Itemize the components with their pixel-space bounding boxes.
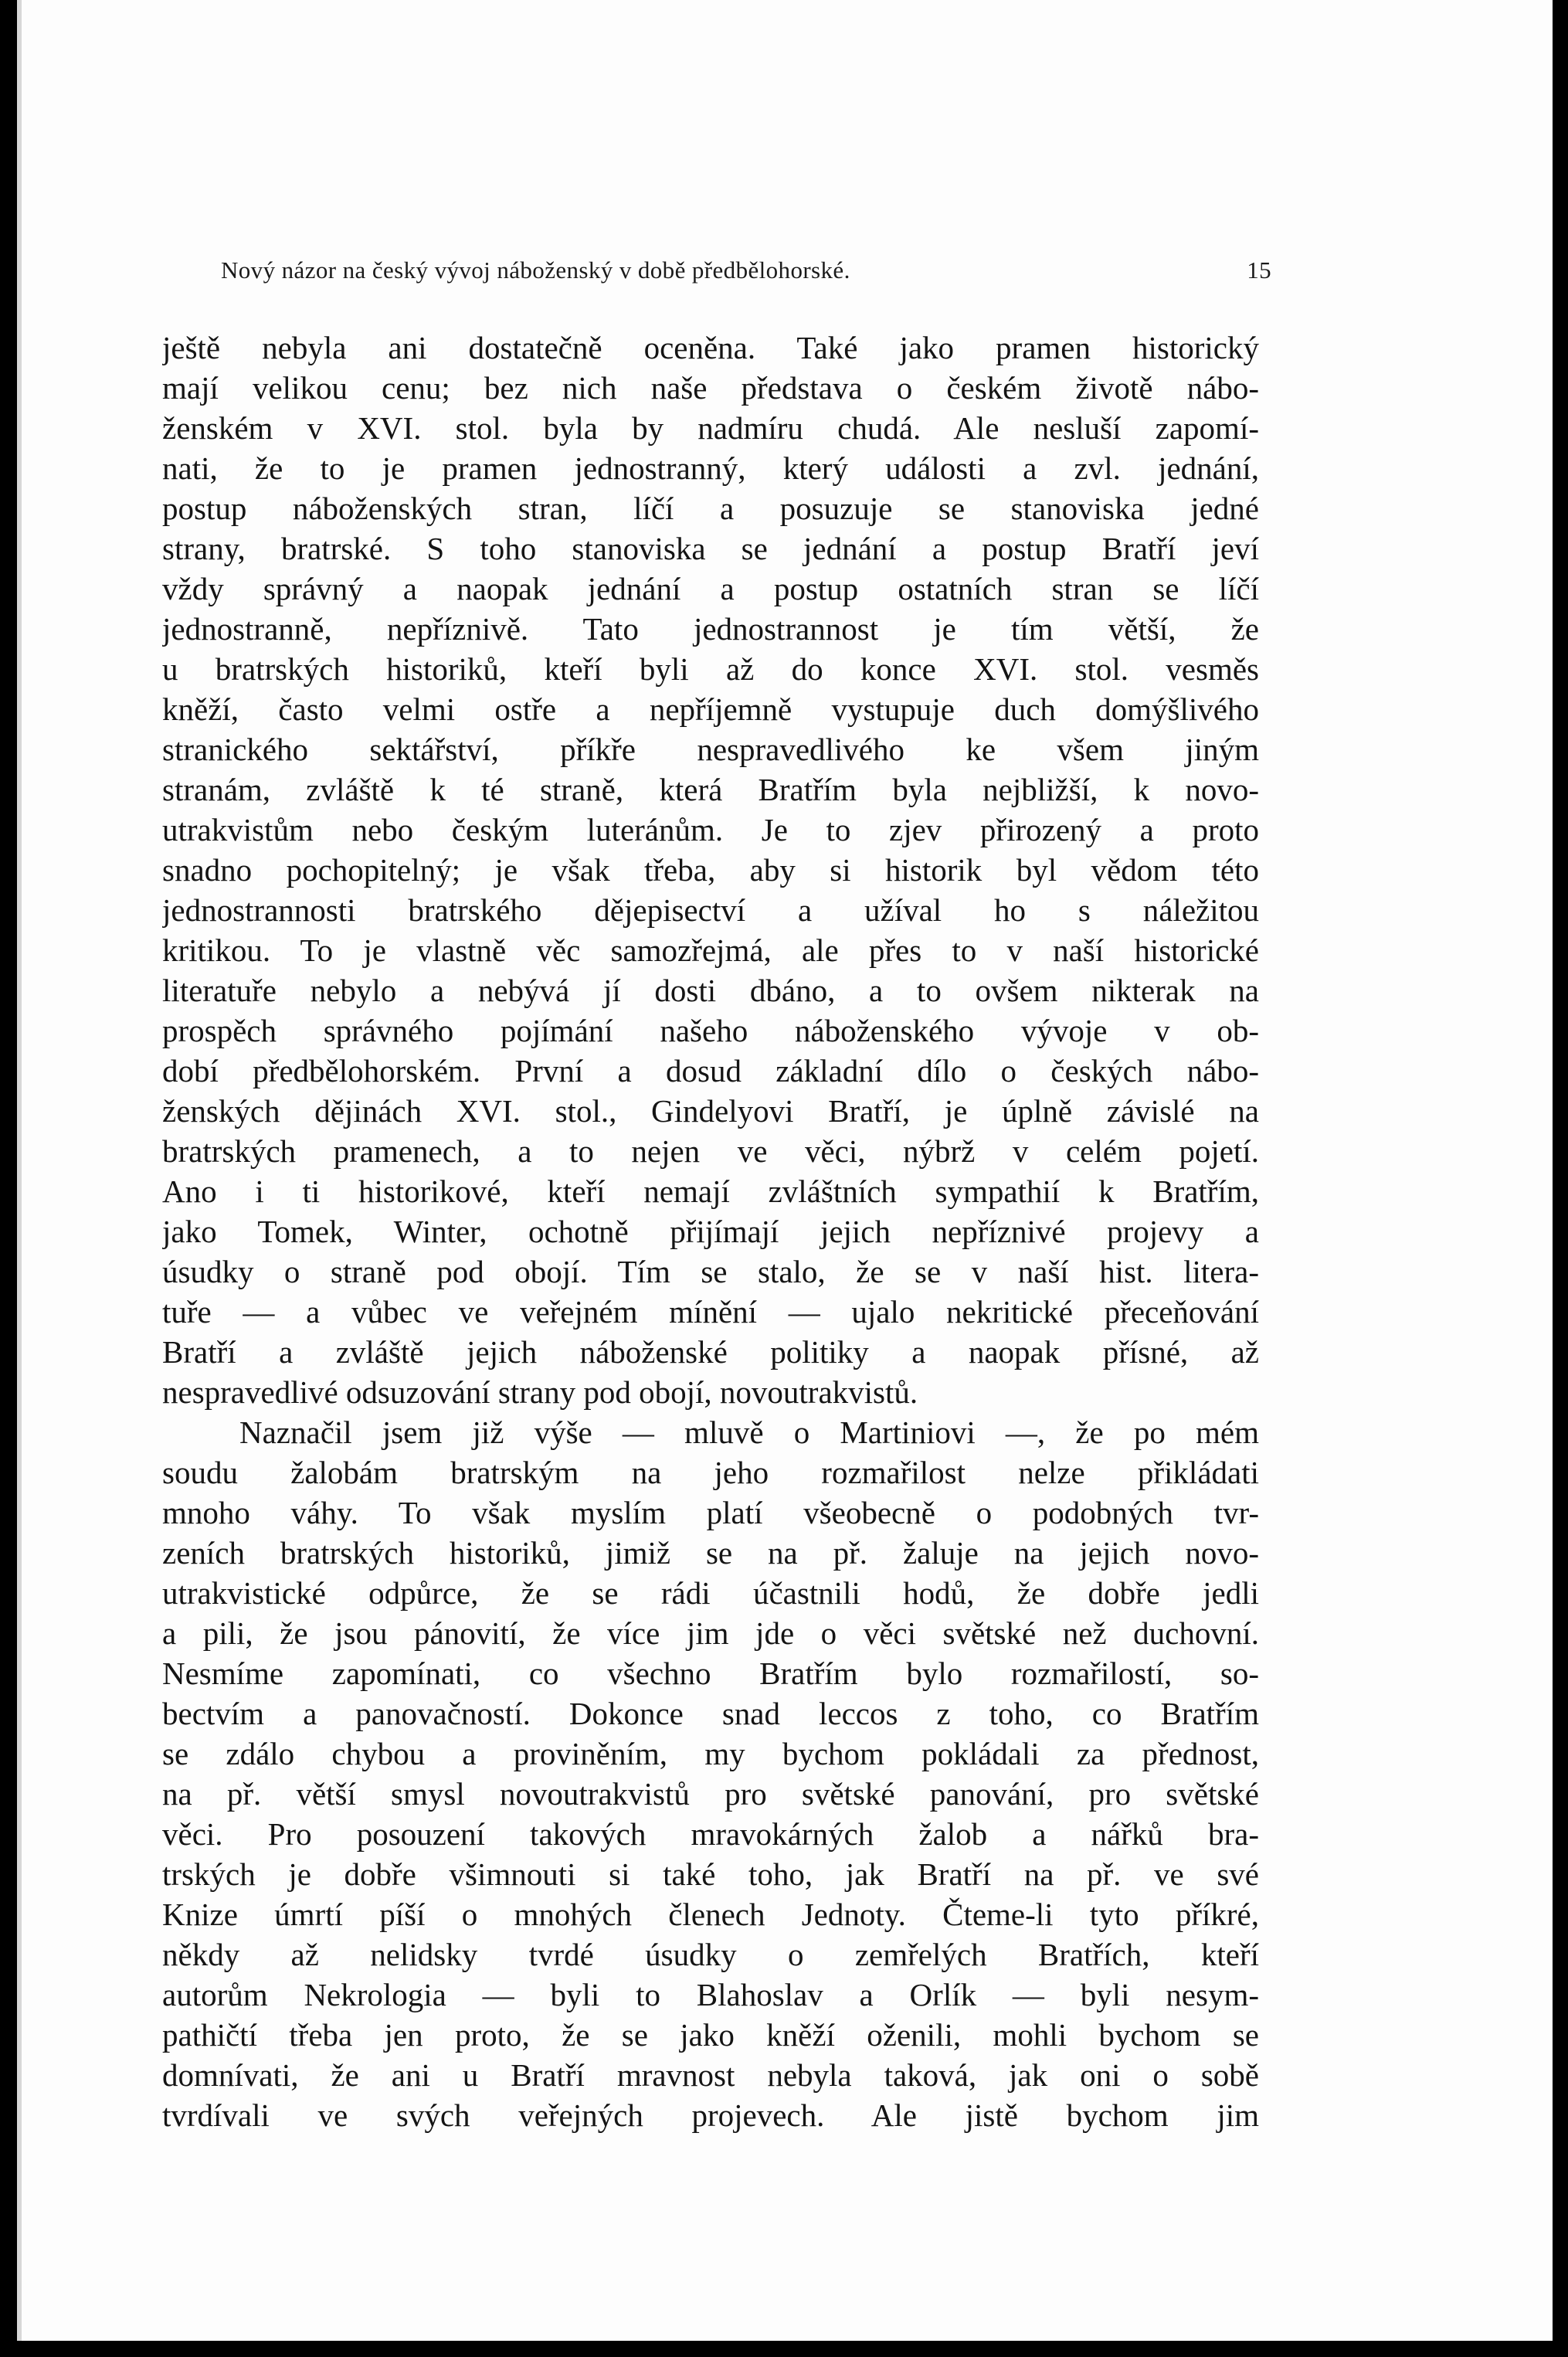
text-line: stranického sektářství, příkře nespravedlivého ke všem jiným bbox=[162, 732, 1259, 767]
text-line: bectvím a panovačností. Dokonce snad leccos z toho, co Bratřím bbox=[162, 1696, 1259, 1731]
text-line: Ano i ti historikové, kteří nemají zvláštních sympathií k Bratřím, bbox=[162, 1173, 1259, 1209]
text-line: kritikou. To je vlastně věc samozřejmá, ale přes to v naší historické bbox=[162, 932, 1259, 968]
text-line: postup náboženských stran, líčí a posuzuje se stanoviska jedné bbox=[162, 491, 1259, 526]
text-line: úsudky o straně pod obojí. Tím se stalo, že se v naší hist. litera- bbox=[162, 1254, 1259, 1289]
text-line: nespravedlivé odsuzování strany pod obojí, novoutrakvistů. bbox=[162, 1374, 918, 1410]
text-line: tuře — a vůbec ve veřejném mínění — ujalo nekritické přeceňování bbox=[162, 1294, 1259, 1330]
text-line: bratrských pramenech, a to nejen ve věci, nýbrž v celém pojetí. bbox=[162, 1133, 1259, 1169]
text-line: utrakvistické odpůrce, že se rádi účastnili hodů, že dobře jedli bbox=[162, 1575, 1259, 1611]
text-line: a pili, že jsou pánovití, že více jim jde o věci světské než duchovní. bbox=[162, 1615, 1259, 1651]
text-line: Knize úmrtí píší o mnohých členech Jednoty. Čteme-li tyto příkré, bbox=[162, 1897, 1259, 1932]
text-line: autorům Nekrologia — byli to Blahoslav a Orlík — byli nesym- bbox=[162, 1977, 1259, 2012]
text-line: trských je dobře všimnouti si také toho, jak Bratří na př. ve své bbox=[162, 1856, 1259, 1892]
text-line: na př. větší smysl novoutrakvistů pro světské panování, pro světské bbox=[162, 1776, 1259, 1812]
text-line: zeních bratrských historiků, jimiž se na př. žaluje na jejich novo- bbox=[162, 1535, 1259, 1571]
text-line: prospěch správného pojímání našeho náboženského vývoje v ob- bbox=[162, 1013, 1259, 1048]
text-line: mnoho váhy. To však myslím platí všeobecně o podobných tvr- bbox=[162, 1495, 1259, 1530]
running-header bbox=[221, 256, 1271, 294]
text-line: dobí předbělohorském. První a dosud základní dílo o českých nábo- bbox=[162, 1053, 1259, 1088]
text-line: kněží, často velmi ostře a nepříjemně vystupuje duch domýšlivého bbox=[162, 691, 1259, 727]
text-line: Bratří a zvláště jejich náboženské politiky a naopak přísné, až bbox=[162, 1334, 1259, 1370]
page-number: 15 bbox=[1247, 256, 1271, 284]
text-line: někdy až nelidsky tvrdé úsudky o zemřelých Bratřích, kteří bbox=[162, 1937, 1259, 1972]
text-line: nati, že to je pramen jednostranný, který události a zvl. jednání, bbox=[162, 450, 1259, 486]
text-line: mají velikou cenu; bez nich naše představa o českém životě nábo- bbox=[162, 370, 1259, 406]
text-line: ženských dějinách XVI. stol., Gindelyovi Bratří, je úplně závislé na bbox=[162, 1093, 1259, 1129]
text-line: ženském v XVI. stol. byla by nadmíru chudá. Ale nesluší zapomí- bbox=[162, 410, 1259, 446]
text-line: tvrdívali ve svých veřejných projevech. Ale jistě bychom jim bbox=[162, 2097, 1259, 2133]
text-line: strany, bratrské. S toho stanoviska se jednání a postup Bratří jeví bbox=[162, 531, 1259, 566]
running-title: Nový názor na český vývoj náboženský v době předbělohorské. bbox=[221, 256, 850, 284]
text-line: utrakvistům nebo českým luteránům. Je to zjev přirozený a proto bbox=[162, 812, 1259, 847]
text-line: pathičtí třeba jen proto, že se jako kněží oženili, mohli bychom se bbox=[162, 2017, 1259, 2053]
text-line: stranám, zvláště k té straně, která Bratřím byla nejbližší, k novo- bbox=[162, 772, 1259, 807]
text-line: literatuře nebylo a nebývá jí dosti dbáno, a to ovšem nikterak na bbox=[162, 973, 1259, 1008]
text-line: Nesmíme zapomínati, co všechno Bratřím bylo rozmařilostí, so- bbox=[162, 1656, 1259, 1691]
text-line: věci. Pro posouzení takových mravokárných žalob a nářků bra- bbox=[162, 1816, 1259, 1852]
text-line: ještě nebyla ani dostatečně oceněna. Také jako pramen historický bbox=[162, 330, 1259, 365]
text-line: jako Tomek, Winter, ochotně přijímají jejich nepříznivé projevy a bbox=[162, 1214, 1259, 1249]
text-line: snadno pochopitelný; je však třeba, aby si historik byl vědom této bbox=[162, 852, 1259, 888]
text-line: domnívati, že ani u Bratří mravnost nebyla taková, jak oni o sobě bbox=[162, 2057, 1259, 2093]
text-line: vždy správný a naopak jednání a postup ostatních stran se líčí bbox=[162, 571, 1259, 606]
text-line: se zdálo chybou a proviněním, my bychom pokládali za přednost, bbox=[162, 1736, 1259, 1771]
text-line: soudu žalobám bratrským na jeho rozmařilost nelze přikládati bbox=[162, 1455, 1259, 1490]
text-line: u bratrských historiků, kteří byli až do konce XVI. stol. vesměs bbox=[162, 651, 1259, 687]
text-line: jednostrannosti bratrského dějepisectví a užíval ho s náležitou bbox=[162, 892, 1259, 928]
page-left-edge bbox=[17, 0, 22, 2341]
text-line: jednostranně, nepříznivě. Tato jednostrannost je tím větší, že bbox=[162, 611, 1259, 647]
body-text bbox=[162, 328, 1259, 2135]
text-line: Naznačil jsem již výše — mluvě o Martiniovi —, že po mém bbox=[239, 1415, 1259, 1450]
